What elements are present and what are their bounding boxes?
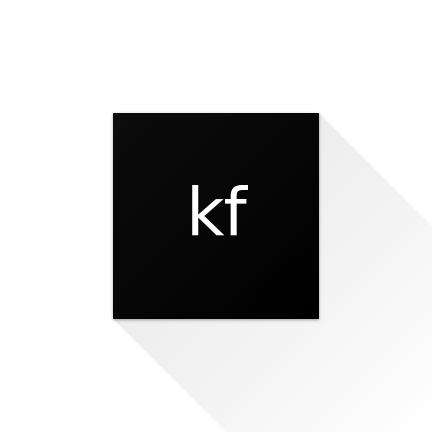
app-icon-label: kf: [186, 174, 246, 251]
app-icon-tile[interactable]: [113, 113, 319, 319]
